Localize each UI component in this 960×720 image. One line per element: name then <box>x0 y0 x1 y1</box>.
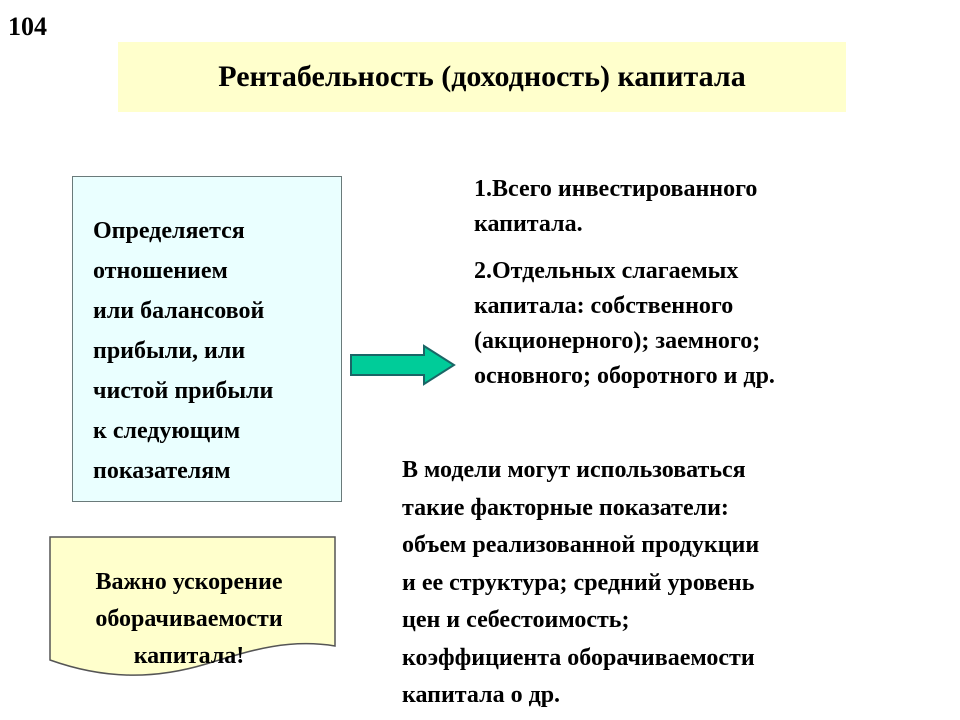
indicator-line: капитала: собственного <box>474 293 734 319</box>
factors-line: такие факторные показатели: <box>402 494 729 521</box>
definition-line: или балансовой <box>93 298 265 324</box>
indicator-line: основного; оборотного и др. <box>474 363 775 389</box>
factors-text <box>402 452 759 715</box>
indicator-line: 1.Всего инвестированного <box>474 176 758 202</box>
factors-line: цен и себестоимость; <box>402 607 630 633</box>
indicator-line: 2.Отдельных слагаемых <box>474 258 739 284</box>
definition-line: чистой прибыли <box>93 378 274 404</box>
note-callout <box>46 534 340 680</box>
definition-line: прибыли, или <box>93 338 246 364</box>
factors-line: капитала о др. <box>402 682 561 708</box>
factors-line: и ее структура; средний уровень <box>402 569 755 596</box>
factors-line: В модели могут использоваться <box>402 457 746 483</box>
list-item <box>474 172 775 242</box>
definition-line: к следующим <box>93 418 241 444</box>
list-item <box>474 254 775 394</box>
definition-box <box>72 176 342 502</box>
indicator-line: капитала. <box>474 211 583 237</box>
note-line: Важно ускорение <box>95 569 283 595</box>
note-line: капитала! <box>133 643 245 669</box>
definition-line: показателям <box>93 458 231 484</box>
indicator-list <box>474 172 775 394</box>
factors-line: коэффициента оборачиваемости <box>402 644 755 671</box>
factors-line: объем реализованной продукции <box>402 532 760 558</box>
note-line: оборачиваемости <box>95 606 283 632</box>
indicator-line: (акционерного); заемного; <box>474 328 761 354</box>
slide-title: Рентабельность (доходность) капитала <box>218 60 746 93</box>
title-banner <box>118 42 846 112</box>
slide-number: 104 <box>8 12 47 41</box>
arrow-shape <box>351 346 454 384</box>
note-text <box>46 564 332 675</box>
definition-line: Определяется <box>93 218 245 244</box>
right-arrow-icon <box>348 343 458 387</box>
definition-line: отношением <box>93 258 228 284</box>
